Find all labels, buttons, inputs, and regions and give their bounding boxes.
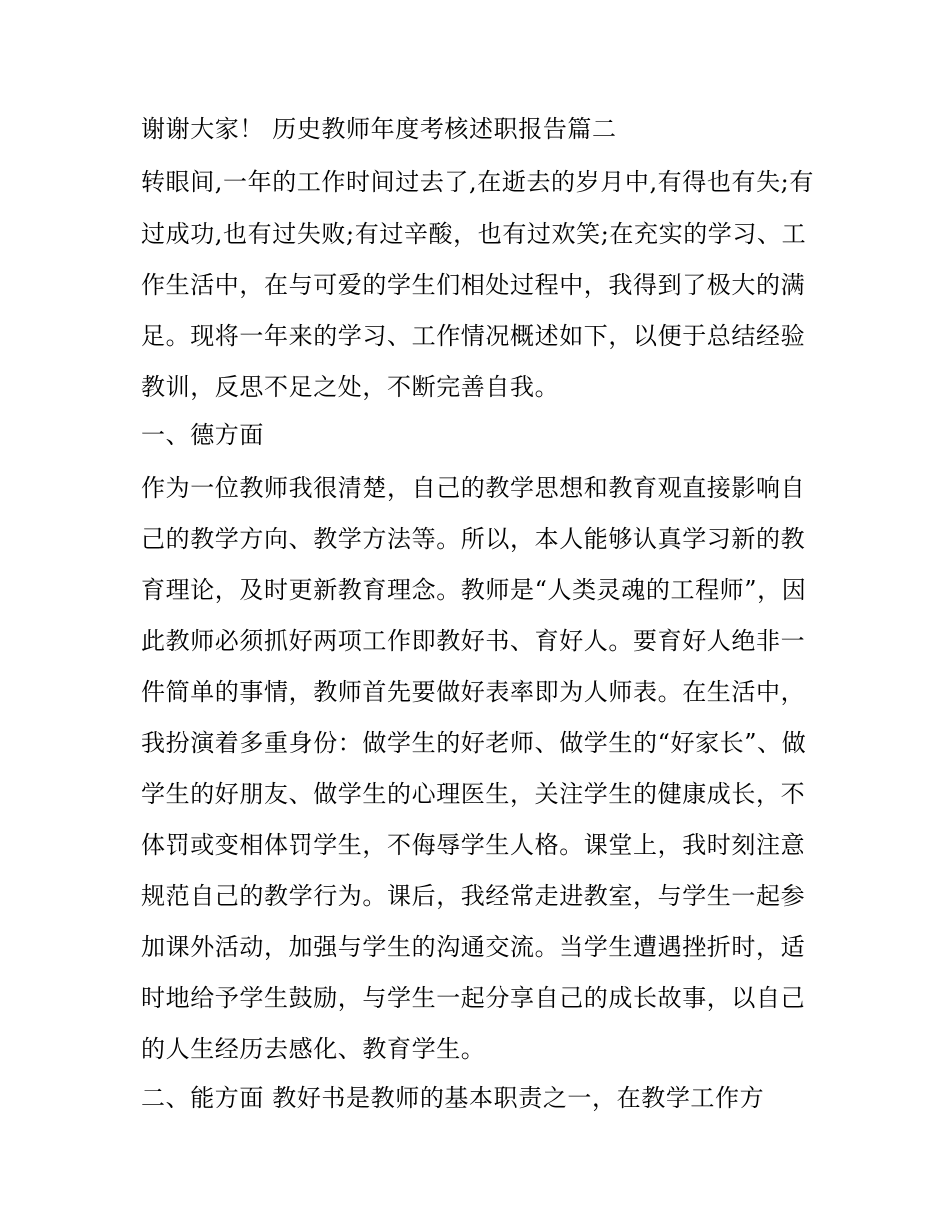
text-line: 教训，反思不足之处，不断完善自我。	[141, 373, 560, 401]
text-line: 体罚或变相体罚学生，不侮辱学生人格。课堂上，我时刻注意	[141, 831, 806, 859]
text-line: 时地给予学生鼓励，与学生一起分享自己的成长故事，以自己	[141, 984, 806, 1012]
text-line: 育理论，及时更新教育理念。教师是“人类灵魂的工程师”，因	[141, 576, 807, 604]
text-line: 规范自己的教学行为。课后，我经常走进教室，与学生一起参	[141, 882, 806, 910]
text-line: 此教师必须抓好两项工作即教好书、育好人。要育好人绝非一	[141, 627, 806, 655]
text-line: 足。现将一年来的学习、工作情况概述如下，以便于总结经验	[141, 322, 806, 350]
text-line: 作为一位教师我很清楚，自己的教学思想和教育观直接影响自	[141, 474, 806, 502]
text-line: 件简单的事情，教师首先要做好表率即为人师表。在生活中，	[141, 678, 806, 706]
section-heading-1: 一、德方面	[141, 421, 264, 449]
text-line-title: 谢谢大家！ 历史教师年度考核述职报告篇二	[141, 115, 617, 143]
text-line: 加课外活动，加强与学生的沟通交流。当学生遭遇挫折时，适	[141, 933, 806, 961]
text-line: 转眼间,一年的工作时间过去了,在逝去的岁月中,有得也有失;有	[141, 168, 814, 196]
text-line: 我扮演着多重身份：做学生的好老师、做学生的“好家长”、做	[141, 729, 807, 757]
text-line: 学生的好朋友、做学生的心理医生，关注学生的健康成长，不	[141, 780, 806, 808]
text-line: 过成功,也有过失败;有过辛酸，也有过欢笑;在充实的学习、工	[141, 220, 807, 248]
text-line: 的人生经历去感化、教育学生。	[141, 1035, 486, 1063]
text-line: 己的教学方向、教学方法等。所以，本人能够认真学习新的教	[141, 525, 806, 553]
text-line: 作生活中，在与可爱的学生们相处过程中，我得到了极大的满	[141, 271, 806, 299]
section-heading-2: 二、能方面 教好书是教师的基本职责之一，在教学工作方	[141, 1084, 765, 1112]
